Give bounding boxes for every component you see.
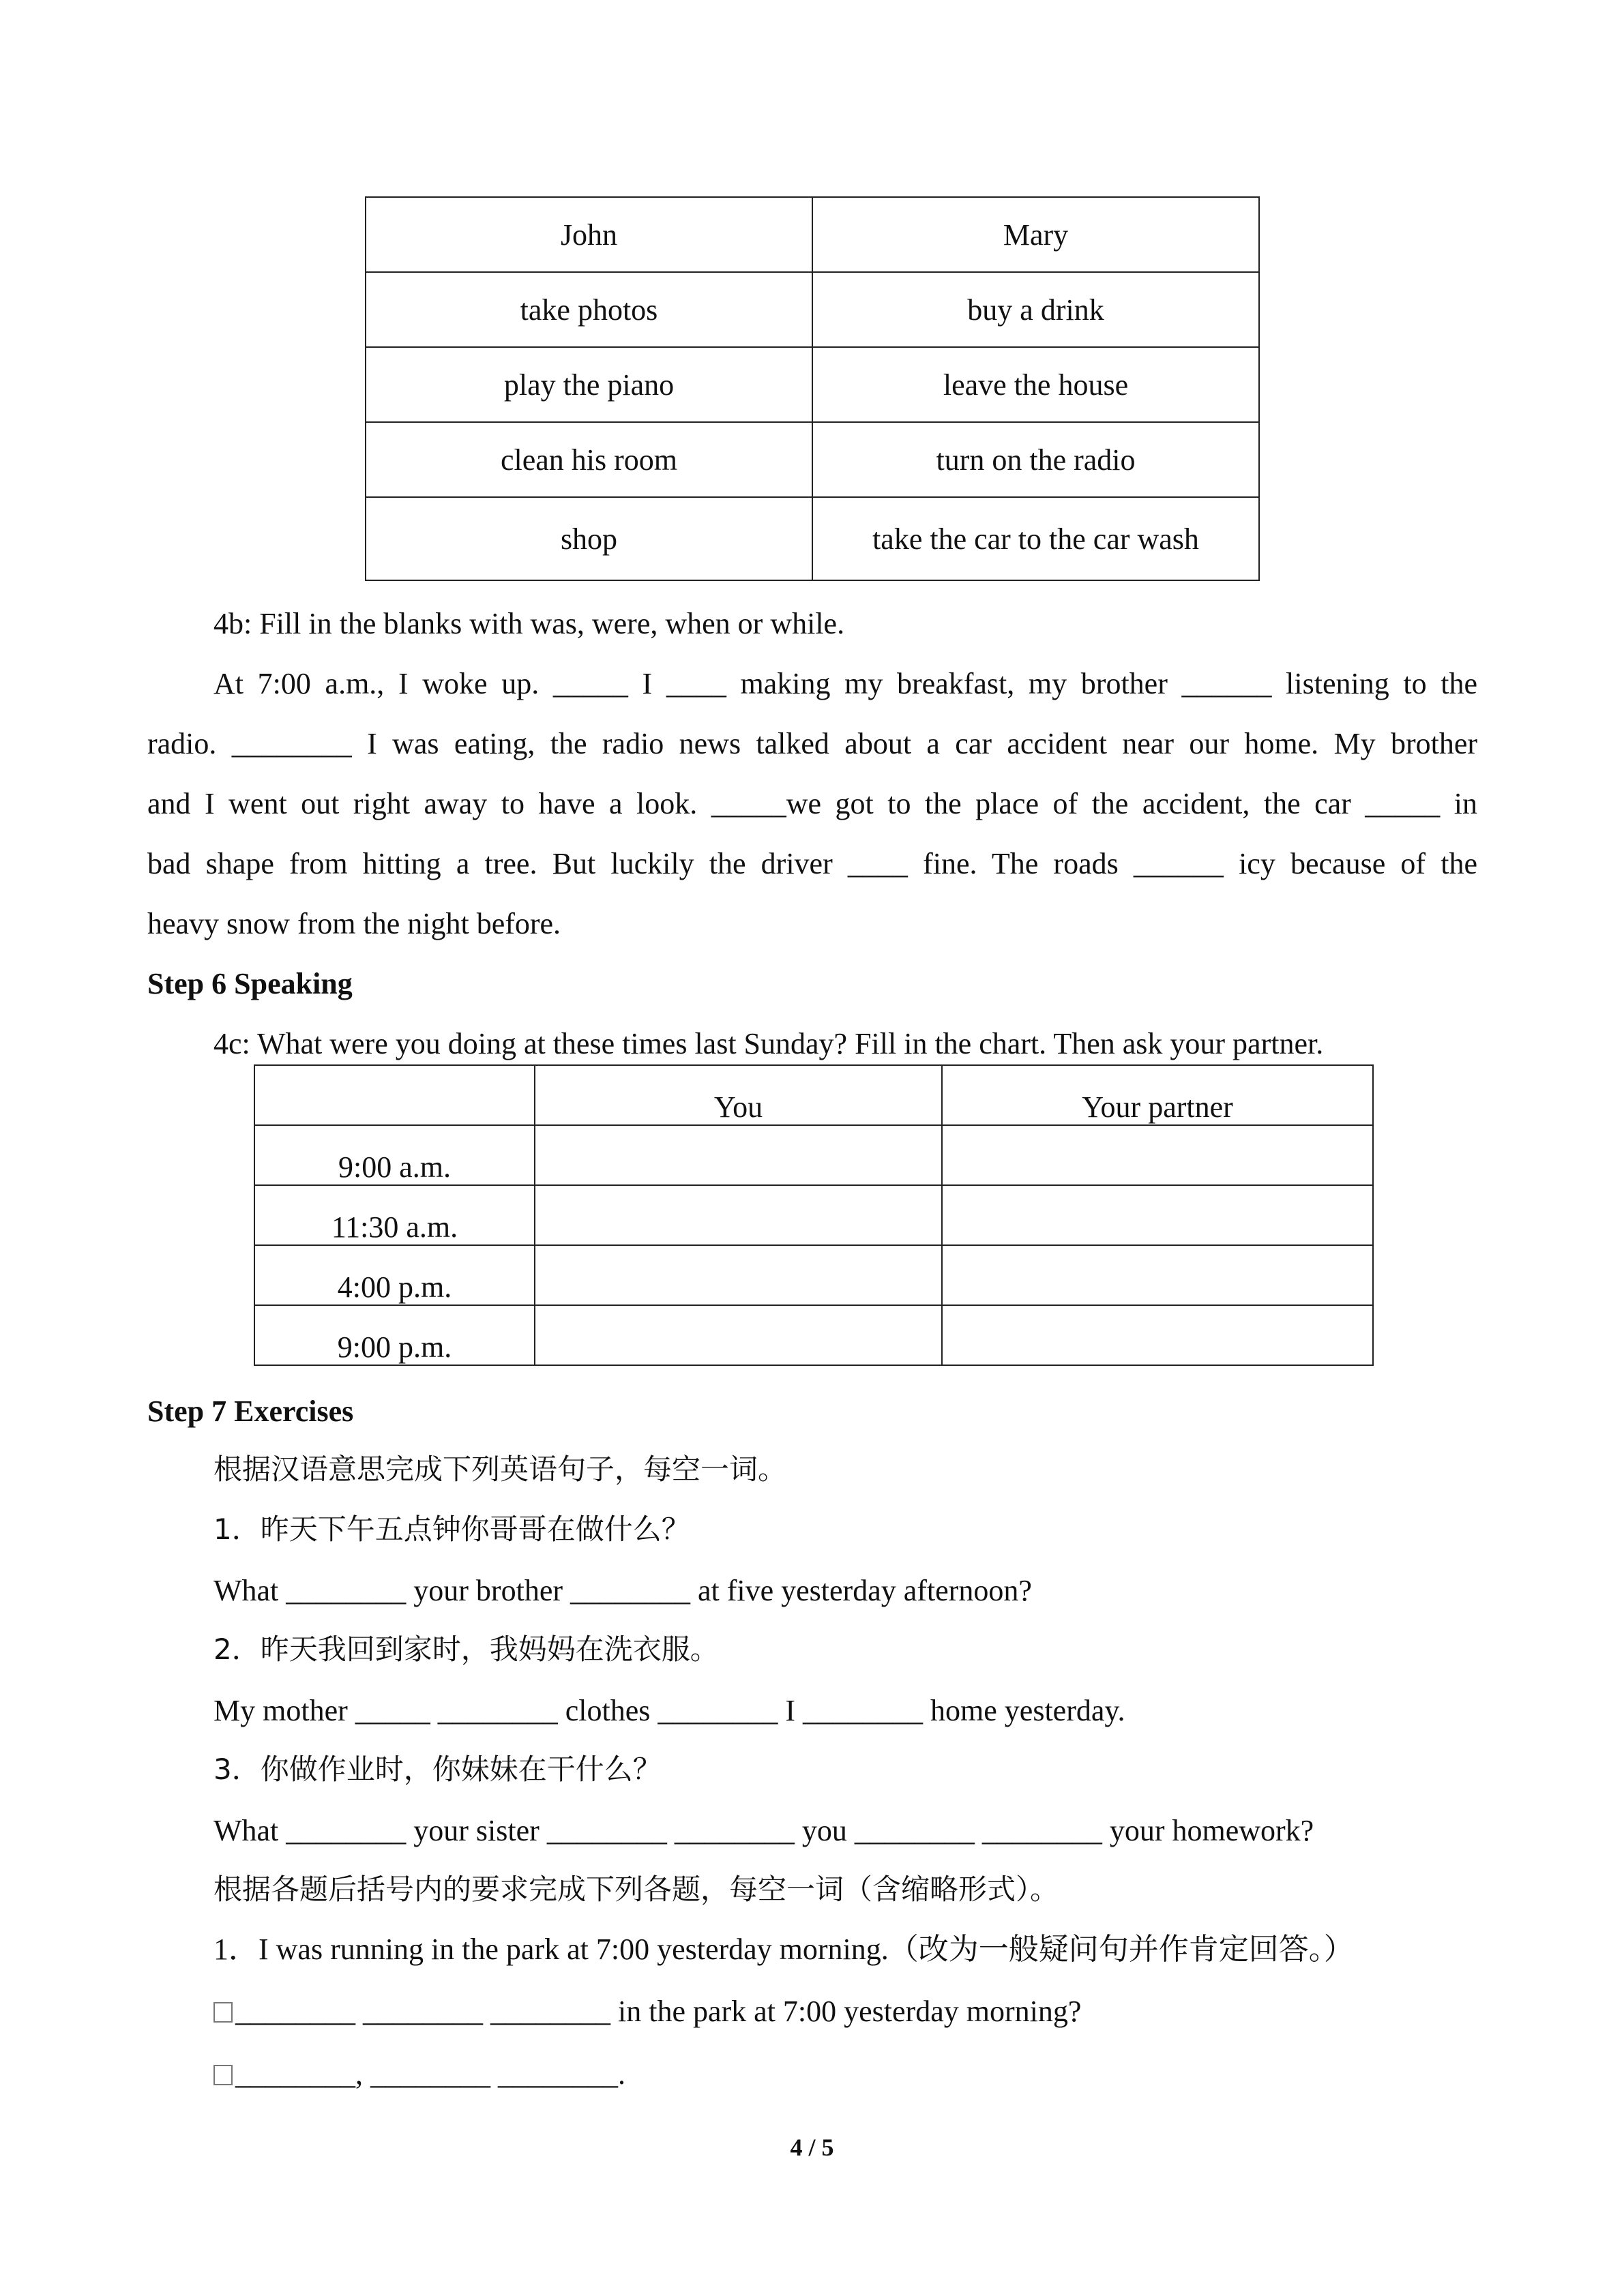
exercise-sentence-en: What ________ your brother ________ at five yesterday afternoon? — [213, 1574, 1032, 1607]
transform-sentence: 1．I was running in the park at 7:00 yesterday morning.（改为一般疑问句并作肯定回答。） — [213, 1933, 1354, 1966]
blank-cell — [535, 1125, 942, 1185]
table-row — [366, 422, 1259, 497]
table-row — [366, 497, 1259, 580]
checkbox-icon — [213, 2002, 233, 2023]
exercise-prompt-cn: 2．昨天我回到家时，我妈妈在洗衣服。 — [213, 1632, 719, 1666]
paragraph-line: heavy snow from the night before. — [147, 907, 561, 940]
table-cell: leave the house — [812, 347, 1259, 422]
paragraph-line: radio. ________ I was eating, the radio news talked about a car accident near our home. My brother — [147, 727, 1477, 760]
schedule-chart — [254, 1064, 1374, 1366]
blank-cell — [942, 1245, 1373, 1305]
table-cell: turn on the radio — [812, 422, 1259, 497]
exercise-prompt-cn: 1．昨天下午五点钟你哥哥在做什么？ — [213, 1512, 690, 1546]
blank-cell — [535, 1185, 942, 1245]
activities-table — [365, 196, 1260, 581]
time-cell: 11:30 a.m. — [254, 1185, 535, 1245]
exercise-prompt-cn: 3．你做作业时，你妹妹在干什么？ — [213, 1753, 662, 1786]
answer-response-text: ________, ________ ________. — [235, 2057, 625, 2091]
time-cell: 4:00 p.m. — [254, 1245, 535, 1305]
table-row — [366, 272, 1259, 347]
page-number: 4 / 5 — [790, 2134, 834, 2161]
table-row — [254, 1305, 1373, 1365]
table-row — [366, 197, 1259, 272]
exercise-sentence-en: My mother _____ ________ clothes ________ I ________ home yesterday. — [213, 1694, 1125, 1727]
table-cell: take photos — [366, 272, 812, 347]
table-cell: clean his room — [366, 422, 812, 497]
instruction-4b: 4b: Fill in the blanks with was, were, when or while. — [213, 607, 845, 640]
blank-cell — [535, 1305, 942, 1365]
exercise-instruction: 根据各题后括号内的要求完成下列各题，每空一词（含缩略形式）。 — [213, 1873, 1059, 1906]
time-cell: 9:00 a.m. — [254, 1125, 535, 1185]
table-row — [254, 1185, 1373, 1245]
paragraph-line: bad shape from hitting a tree. But luckily the driver ____ fine. The roads ______ icy because of the — [147, 847, 1477, 880]
step6-heading: Step 6 Speaking — [147, 967, 353, 1000]
exercise-instruction: 根据汉语意思完成下列英语句子，每空一词。 — [213, 1452, 787, 1486]
table-cell: shop — [366, 497, 812, 580]
blank-cell — [942, 1305, 1373, 1365]
exercise-sentence-en: What ________ your sister ________ ________ you ________ ________ your homework? — [213, 1814, 1314, 1847]
answer-line — [213, 2054, 625, 2095]
table-cell: play the piano — [366, 347, 812, 422]
header-cell: Your partner — [942, 1065, 1373, 1125]
step7-heading: Step 7 Exercises — [147, 1395, 354, 1428]
table-row — [254, 1245, 1373, 1305]
answer-line — [213, 1991, 1081, 2032]
table-cell: take the car to the car wash — [812, 497, 1259, 580]
table-row — [254, 1125, 1373, 1185]
table-row — [254, 1065, 1373, 1125]
table-cell: buy a drink — [812, 272, 1259, 347]
blank-cell — [942, 1185, 1373, 1245]
instruction-4c: 4c: What were you doing at these times last Sunday? Fill in the chart. Then ask your partner. — [213, 1027, 1324, 1060]
paragraph-line: At 7:00 a.m., I woke up. _____ I ____ making my breakfast, my brother ______ listening to the — [213, 667, 1477, 700]
time-cell: 9:00 p.m. — [254, 1305, 535, 1365]
header-cell — [254, 1065, 535, 1125]
paragraph-line: and I went out right away to have a look. _____we got to the place of the accident, the car _____ in — [147, 787, 1477, 820]
blank-cell — [942, 1125, 1373, 1185]
answer-question-text: ________ ________ ________ in the park at 7:00 yesterday morning? — [235, 1995, 1082, 2028]
checkbox-icon — [213, 2065, 233, 2085]
blank-cell — [535, 1245, 942, 1305]
header-cell: Mary — [812, 197, 1259, 272]
header-cell: John — [366, 197, 812, 272]
table-row — [366, 347, 1259, 422]
header-cell: You — [535, 1065, 942, 1125]
